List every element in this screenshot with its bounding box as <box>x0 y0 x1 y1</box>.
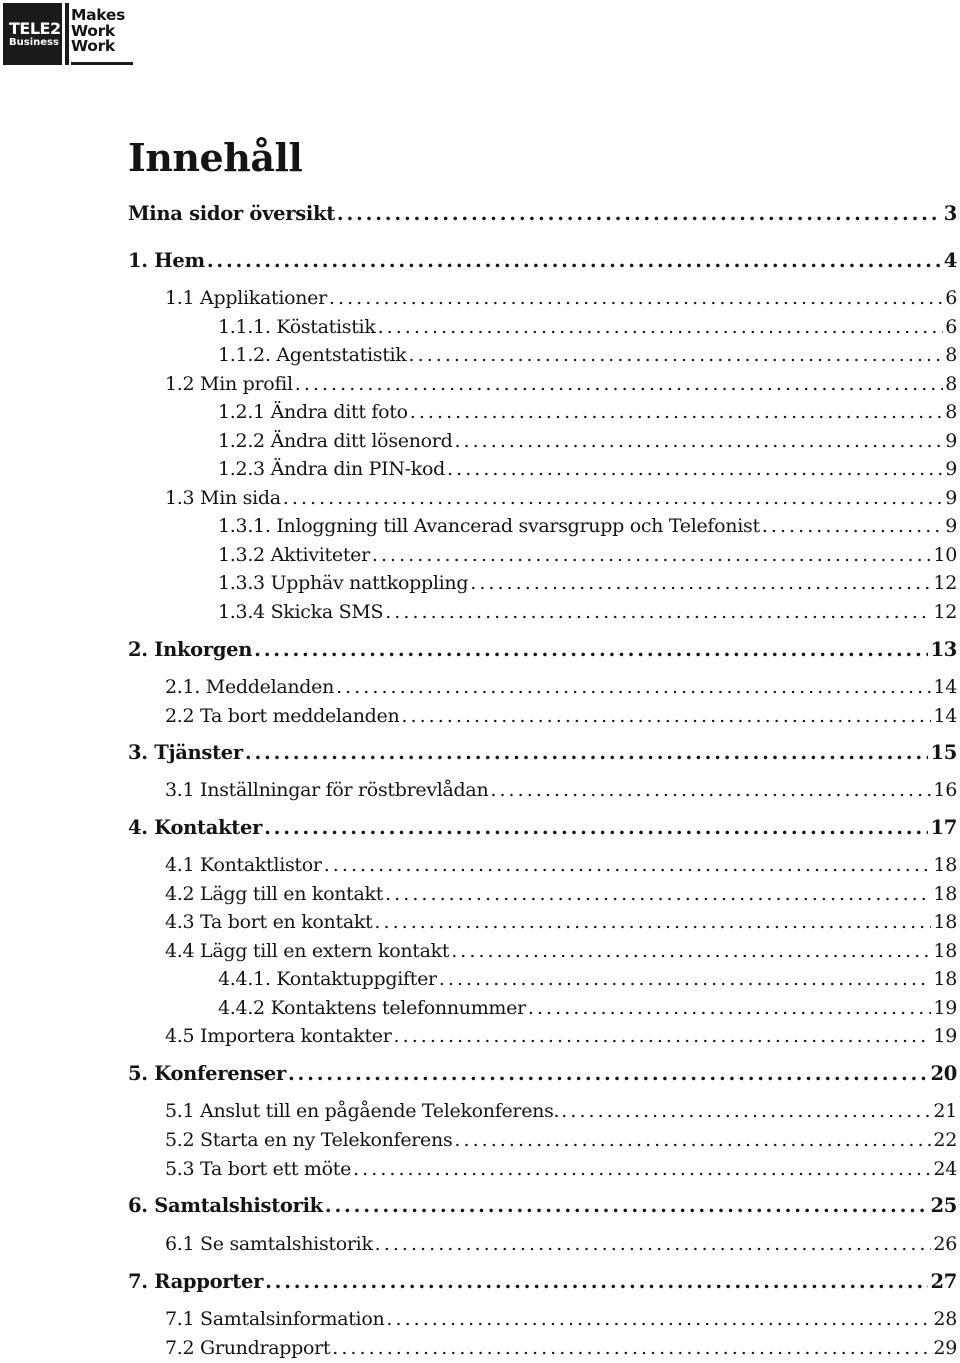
toc-entry-label: 1. Hem <box>128 249 205 272</box>
toc-entry[interactable] <box>165 1232 957 1256</box>
toc-entry-label: 4.4.1. Kontaktuppgifter <box>218 968 437 990</box>
toc-entry[interactable] <box>165 704 957 728</box>
toc-entry-page: 18 <box>933 940 957 962</box>
toc-dot-leader <box>375 1232 932 1256</box>
toc-entry-label: 7. Rapporter <box>128 1270 264 1293</box>
toc-entry-page: 21 <box>933 1100 957 1122</box>
toc-dot-leader <box>372 543 932 567</box>
toc-dot-leader <box>378 315 944 339</box>
toc-entry[interactable] <box>165 1024 957 1048</box>
toc-dot-leader <box>454 429 943 453</box>
toc-entry-page: 13 <box>930 638 957 661</box>
toc-entry[interactable] <box>165 675 957 699</box>
toc-entry-page: 19 <box>933 1025 957 1047</box>
toc-dot-leader <box>454 1128 931 1152</box>
toc-entry[interactable] <box>218 343 957 367</box>
toc-entry-page: 8 <box>945 401 957 423</box>
toc-entry-page: 9 <box>945 430 957 452</box>
toc-entry-page: 18 <box>933 911 957 933</box>
toc-entry-page: 18 <box>933 883 957 905</box>
toc-entry-page: 24 <box>933 1158 957 1180</box>
toc-dot-leader <box>394 1024 932 1048</box>
toc-entry-page: 26 <box>933 1233 957 1255</box>
toc-entry-page: 8 <box>945 344 957 366</box>
toc-entry-label: 4. Kontakter <box>128 816 263 839</box>
toc-entry-page: 28 <box>933 1308 957 1330</box>
toc-entry-page: 17 <box>930 816 957 839</box>
toc-entry-label: 1.2.1 Ändra ditt foto <box>218 401 408 423</box>
toc-dot-leader <box>295 372 943 396</box>
toc-dot-leader <box>385 600 931 624</box>
toc-entry[interactable] <box>165 853 957 877</box>
toc-entry[interactable] <box>165 882 957 906</box>
toc-dot-leader <box>410 400 943 424</box>
toc-entry[interactable] <box>165 486 957 510</box>
logo-tagline-line: Work <box>71 37 115 55</box>
toc-entry-page: 12 <box>933 601 957 623</box>
toc-dot-leader <box>245 741 929 765</box>
toc-entry-page: 18 <box>933 854 957 876</box>
toc-entry[interactable] <box>128 638 957 662</box>
toc-entry[interactable] <box>218 967 957 991</box>
toc-entry-label: 5. Konferenser <box>128 1062 286 1085</box>
toc-entry-page: 16 <box>933 779 957 801</box>
toc-dot-leader <box>337 202 942 226</box>
toc-entry[interactable] <box>165 1128 957 1152</box>
toc-entry[interactable] <box>128 202 957 226</box>
toc-dot-leader <box>490 778 931 802</box>
toc-entry-label: 3. Tjänster <box>128 741 243 764</box>
toc-entry-label: 2.1. Meddelanden <box>165 676 335 698</box>
toc-entry[interactable] <box>218 600 957 624</box>
toc-entry-label: 1.3.2 Aktiviteter <box>218 544 370 566</box>
toc-entry-label: 1.3.1. Inloggning till Avancerad svarsgrupp och Telefonist <box>218 515 760 537</box>
toc-entry-page: 19 <box>933 997 957 1019</box>
toc-entry-page: 27 <box>930 1270 957 1293</box>
toc-entry[interactable] <box>128 1194 957 1218</box>
toc-dot-leader <box>386 1307 931 1331</box>
toc-entry-label: 1.1.2. Agentstatistik <box>218 344 407 366</box>
toc-entry-page: 9 <box>945 487 957 509</box>
toc-entry-page: 4 <box>943 249 957 272</box>
toc-dot-leader <box>353 1157 931 1181</box>
toc-dot-leader <box>561 1099 931 1123</box>
toc-entry-page: 8 <box>945 373 957 395</box>
toc-entry[interactable] <box>165 1336 957 1360</box>
toc-entry-label: 3.1 Inställningar för röstbrevlådan <box>165 779 489 801</box>
toc-dot-leader <box>374 910 931 934</box>
toc-entry[interactable] <box>218 543 957 567</box>
toc-entry-label: 4.2 Lägg till en kontakt <box>165 883 384 905</box>
logo-tagline-line: Makes <box>71 6 126 24</box>
toc-entry[interactable] <box>165 372 957 396</box>
toc-entry-page: 10 <box>933 544 957 566</box>
toc-entry-label: Mina sidor översikt <box>128 202 335 225</box>
toc-dot-leader <box>207 249 942 273</box>
toc-entry[interactable] <box>218 514 957 538</box>
toc-entry-page: 22 <box>933 1129 957 1151</box>
toc-dot-leader <box>528 996 932 1020</box>
toc-dot-leader <box>254 638 928 662</box>
toc-entry-page: 18 <box>933 968 957 990</box>
toc-entry-page: 9 <box>945 515 957 537</box>
page-title: Innehåll <box>128 135 303 180</box>
toc-entry-page: 9 <box>945 458 957 480</box>
toc-entry[interactable] <box>128 1062 957 1086</box>
toc-entry-label: 2.2 Ta bort meddelanden <box>165 705 400 727</box>
toc-dot-leader <box>332 1336 931 1360</box>
toc-entry-label: 1.3.4 Skicka SMS <box>218 601 384 623</box>
toc-entry[interactable] <box>165 778 957 802</box>
toc-entry-label: 6.1 Se samtalshistorik <box>165 1233 373 1255</box>
logo-tagline-line: Work <box>71 21 115 40</box>
toc-entry-page: 14 <box>933 705 957 727</box>
toc-entry-label: 5.3 Ta bort ett möte <box>165 1158 352 1180</box>
toc-entry[interactable] <box>218 429 957 453</box>
toc-dot-leader <box>385 882 931 906</box>
toc-dot-leader <box>451 939 931 963</box>
toc-dot-leader <box>470 571 931 595</box>
toc-entry-page: 6 <box>945 316 957 338</box>
toc-entry[interactable] <box>218 996 957 1020</box>
toc-entry[interactable] <box>218 315 957 339</box>
toc-entry-label: 4.4 Lägg till en extern kontakt <box>165 940 450 962</box>
toc-dot-leader <box>447 457 943 481</box>
toc-entry[interactable] <box>218 457 957 481</box>
toc-entry-label: 4.4.2 Kontaktens telefonnummer <box>218 997 526 1019</box>
toc-entry-label: 4.5 Importera kontakter <box>165 1025 392 1047</box>
toc-entry[interactable] <box>165 910 957 934</box>
toc-entry-page: 14 <box>933 676 957 698</box>
toc-entry-label: 4.3 Ta bort en kontakt <box>165 911 373 933</box>
toc-entry-label: 5.1 Anslut till en pågående Telekonferens. <box>165 1100 560 1122</box>
logo-sub-text: Business <box>9 36 59 48</box>
toc-entry-page: 3 <box>943 202 957 225</box>
toc-entry-label: 7.1 Samtalsinformation <box>165 1308 385 1330</box>
toc-entry-label: 1.2 Min profil <box>165 373 293 395</box>
toc-entry-page: 25 <box>930 1194 957 1217</box>
toc-entry-label: 5.2 Starta en ny Telekonferens <box>165 1129 453 1151</box>
toc-dot-leader <box>336 675 931 699</box>
toc-dot-leader <box>401 704 931 728</box>
toc-entry-label: 1.3.3 Upphäv nattkoppling <box>218 572 469 594</box>
toc-entry-page: 6 <box>945 287 957 309</box>
toc-entry[interactable] <box>128 741 957 765</box>
toc-dot-leader <box>265 1270 928 1294</box>
toc-entry[interactable] <box>165 939 957 963</box>
toc-dot-leader <box>762 514 943 538</box>
toc-entry[interactable] <box>165 1307 957 1331</box>
toc-entry[interactable] <box>128 1270 957 1294</box>
toc-entry-label: 1.1.1. Köstatistik <box>218 316 376 338</box>
toc-entry[interactable] <box>165 1099 957 1123</box>
toc-entry-label: 7.2 Grundrapport <box>165 1337 331 1359</box>
toc-entry[interactable] <box>218 571 957 595</box>
toc-entry[interactable] <box>128 249 957 273</box>
toc-entry-label: 1.2.3 Ändra din PIN-kod <box>218 458 446 480</box>
toc-dot-leader <box>329 286 943 310</box>
toc-entry[interactable] <box>165 1157 957 1181</box>
toc-entry-label: 1.3 Min sida <box>165 487 281 509</box>
toc-entry[interactable] <box>218 400 957 424</box>
toc-entry-label: 1.2.2 Ändra ditt lösenord <box>218 430 453 452</box>
toc-entry-label: 1.1 Applikationer <box>165 287 327 309</box>
toc-entry-page: 20 <box>930 1062 957 1085</box>
toc-dot-leader <box>288 1062 928 1086</box>
toc-entry-page: 12 <box>933 572 957 594</box>
toc-dot-leader <box>264 816 928 840</box>
toc-dot-leader <box>409 343 944 367</box>
toc-dot-leader <box>324 853 932 877</box>
toc-dot-leader <box>439 967 932 991</box>
logo-brand-text: TELE2 <box>9 18 61 38</box>
toc-entry-page: 15 <box>930 741 957 764</box>
toc-dot-leader <box>325 1194 929 1218</box>
toc-entry[interactable] <box>128 816 957 840</box>
toc-entry[interactable] <box>165 286 957 310</box>
toc-dot-leader <box>283 486 943 510</box>
toc-entry-label: 2. Inkorgen <box>128 638 253 661</box>
toc-entry-label: 4.1 Kontaktlistor <box>165 854 322 876</box>
toc-entry-label: 6. Samtalshistorik <box>128 1194 323 1217</box>
toc-entry-page: 29 <box>933 1337 957 1359</box>
